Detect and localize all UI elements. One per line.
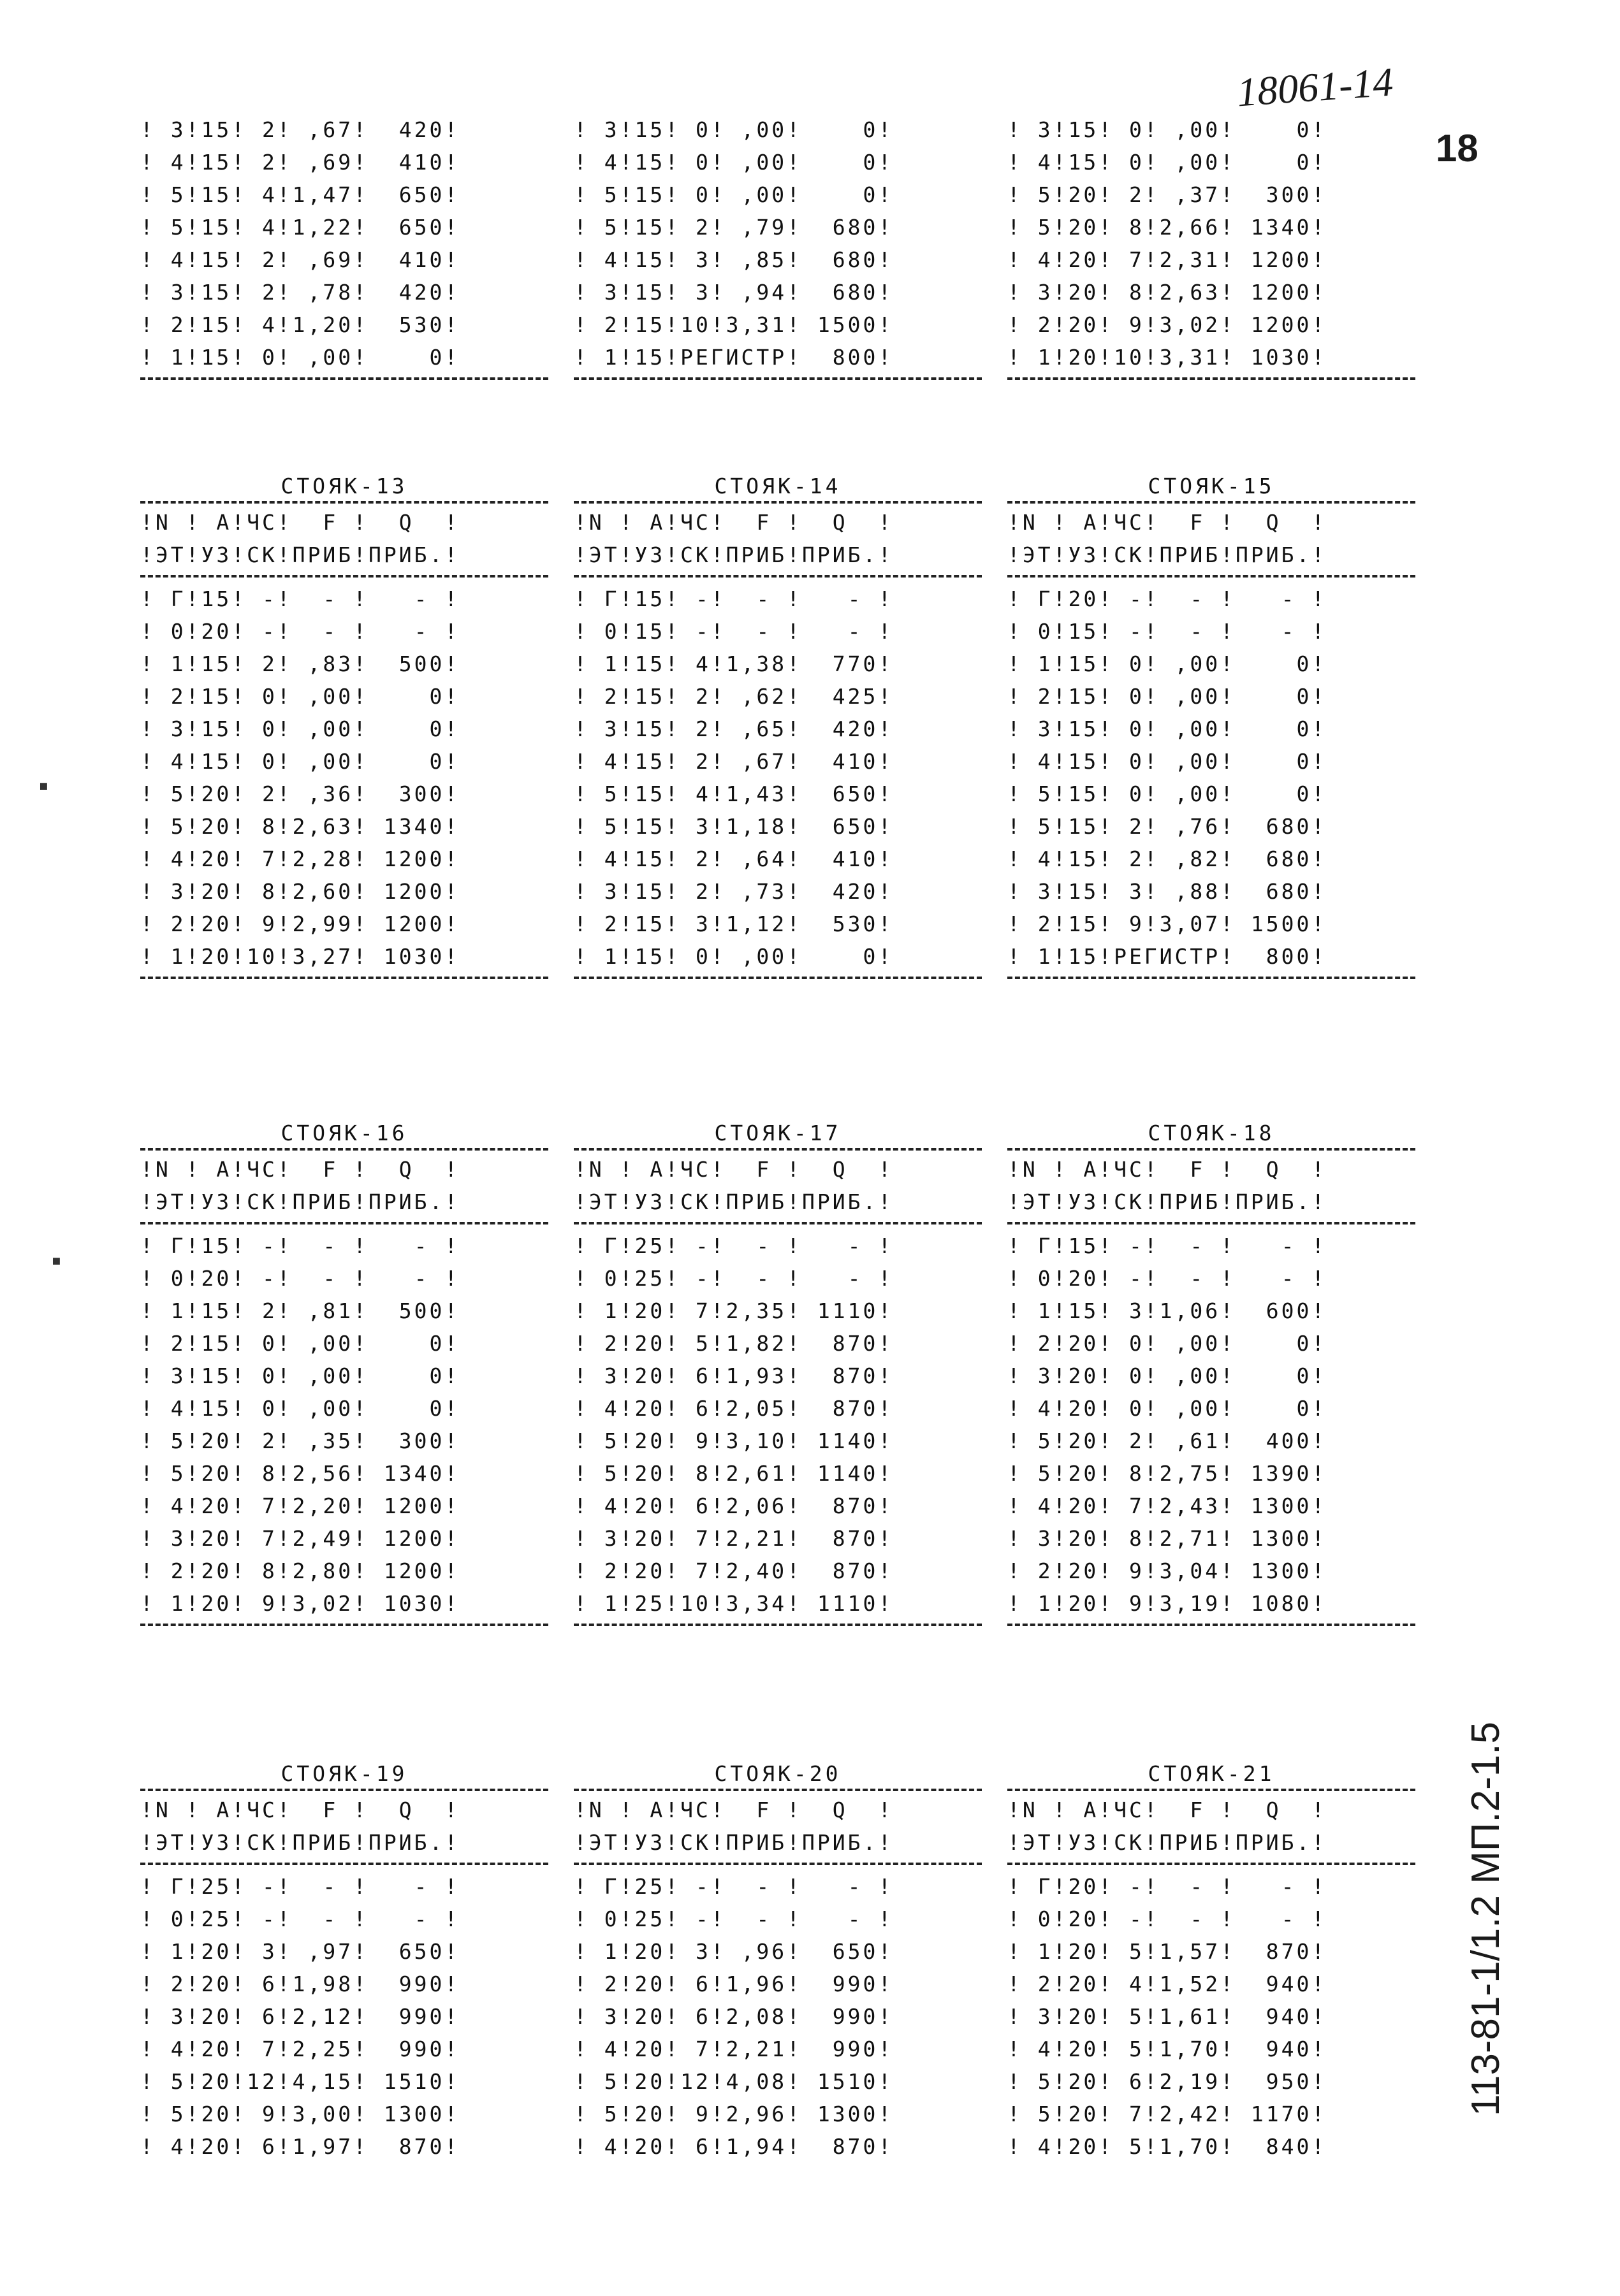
table-rule	[1007, 377, 1415, 380]
table-header: !N ! А!ЧС! F ! Q ! !ЭТ!УЗ!СК!ПРИБ!ПРИБ.!	[1007, 1798, 1327, 1855]
table-rows: ! Г!25! -! - ! - ! ! 0!25! -! - ! - ! ! 1!20! 3! ,96! 650! ! 2!20! 6!1,96! 990! ! 3!20! 6!2,08! 990! ! 4!20! 7!2,21! 990! ! 5!20!12!4,08! 1510! ! 5!20! 9!2,96! 1300! ! 4!20! 6!1,94! 870!	[574, 1874, 894, 2159]
table-rule	[1007, 1624, 1415, 1626]
table-rule	[1007, 977, 1415, 979]
table-rows: ! 3!15! 0! ,00! 0! ! 4!15! 0! ,00! 0! ! 5!20! 2! ,37! 300! ! 5!20! 8!2,66! 1340! ! 4!20! 7!2,31! 1200! ! 3!20! 8!2,63! 1200! ! 2!20! 9!3,02! 1200! ! 1!20!10!3,31! 1030!	[1007, 117, 1327, 370]
table-header: !N ! А!ЧС! F ! Q ! !ЭТ!УЗ!СК!ПРИБ!ПРИБ.!	[140, 510, 460, 567]
fragment-column	[574, 108, 982, 380]
fragment-column	[140, 108, 548, 380]
table-stoyak-16	[140, 1119, 548, 1626]
table-stoyak-13	[140, 472, 548, 979]
table-header: !N ! А!ЧС! F ! Q ! !ЭТ!УЗ!СК!ПРИБ!ПРИБ.!	[1007, 510, 1327, 567]
table-rows: ! Г!25! -! - ! - ! ! 0!25! -! - ! - ! ! 1!20! 3! ,97! 650! ! 2!20! 6!1,98! 990! ! 3!20! 6!2,12! 990! ! 4!20! 7!2,25! 990! ! 5!20!12!4,15! 1510! ! 5!20! 9!3,00! 1300! ! 4!20! 6!1,97! 870!	[140, 1874, 460, 2159]
table-stoyak-17	[574, 1119, 982, 1626]
fragment-column	[1007, 108, 1415, 380]
table-rule	[140, 977, 548, 979]
document-id: 18061-14	[1235, 59, 1395, 115]
table-stoyak-18	[1007, 1119, 1415, 1626]
margin-mark: ▪	[51, 1249, 62, 1270]
table-rule	[574, 377, 982, 380]
table-header: !N ! А!ЧС! F ! Q ! !ЭТ!УЗ!СК!ПРИБ!ПРИБ.!	[140, 1798, 460, 1855]
table-rows: ! Г!20! -! - ! - ! ! 0!20! -! - ! - ! ! 1!20! 5!1,57! 870! ! 2!20! 4!1,52! 940! ! 3!20! 5!1,61! 940! ! 4!20! 5!1,70! 940! ! 5!20! 6!2,19! 950! ! 5!20! 7!2,42! 1170! ! 4!20! 5!1,70! 840!	[1007, 1874, 1327, 2159]
table-title: СТОЯК-21	[1148, 1761, 1275, 1786]
table-stoyak-21	[1007, 1759, 1415, 2167]
table-rows: ! Г!15! -! - ! - ! ! 0!20! -! - ! - ! ! 1!15! 3!1,06! 600! ! 2!20! 0! ,00! 0! ! 3!20! 0! ,00! 0! ! 4!20! 0! ,00! 0! ! 5!20! 2! ,61! 400! ! 5!20! 8!2,75! 1390! ! 4!20! 7!2,43! 1300! ! 3!20! 8!2,71! 1300! ! 2!20! 9!3,04! 1300! ! 1!20! 9!3,19! 1080!	[1007, 1233, 1327, 1616]
table-title: СТОЯК-17	[714, 1121, 842, 1145]
table-stoyak-19	[140, 1759, 548, 2167]
table-title: СТОЯК-15	[1148, 474, 1275, 498]
table-rows: ! Г!15! -! - ! - ! ! 0!15! -! - ! - ! ! 1!15! 4!1,38! 770! ! 2!15! 2! ,62! 425! ! 3!15! 2! ,65! 420! ! 4!15! 2! ,67! 410! ! 5!15! 4!1,43! 650! ! 5!15! 3!1,18! 650! ! 4!15! 2! ,64! 410! ! 3!15! 2! ,73! 420! ! 2!15! 3!1,12! 530! ! 1!15! 0! ,00! 0!	[574, 586, 894, 969]
table-title: СТОЯК-20	[714, 1761, 842, 1786]
table-rows: ! Г!15! -! - ! - ! ! 0!20! -! - ! - ! ! 1!15! 2! ,81! 500! ! 2!15! 0! ,00! 0! ! 3!15! 0! ,00! 0! ! 4!15! 0! ,00! 0! ! 5!20! 2! ,35! 300! ! 5!20! 8!2,56! 1340! ! 4!20! 7!2,20! 1200! ! 3!20! 7!2,49! 1200! ! 2!20! 8!2,80! 1200! ! 1!20! 9!3,02! 1030!	[140, 1233, 460, 1616]
page-number: 18	[1436, 127, 1478, 170]
table-header: !N ! А!ЧС! F ! Q ! !ЭТ!УЗ!СК!ПРИБ!ПРИБ.!	[140, 1157, 460, 1214]
table-title: СТОЯК-16	[281, 1121, 408, 1145]
side-document-code: 113-81-1/1.2 МП.2-1.5	[1464, 1722, 1508, 2116]
table-header: !N ! А!ЧС! F ! Q ! !ЭТ!УЗ!СК!ПРИБ!ПРИБ.!	[1007, 1157, 1327, 1214]
table-rule	[140, 377, 548, 380]
table-header: !N ! А!ЧС! F ! Q ! !ЭТ!УЗ!СК!ПРИБ!ПРИБ.!	[574, 510, 894, 567]
printout-sheet	[140, 0, 1415, 2296]
table-rows: ! Г!25! -! - ! - ! ! 0!25! -! - ! - ! ! 1!20! 7!2,35! 1110! ! 2!20! 5!1,82! 870! ! 3!20! 6!1,93! 870! ! 4!20! 6!2,05! 870! ! 5!20! 9!3,10! 1140! ! 5!20! 8!2,61! 1140! ! 4!20! 6!2,06! 870! ! 3!20! 7!2,21! 870! ! 2!20! 7!2,40! 870! ! 1!25!10!3,34! 1110!	[574, 1233, 894, 1616]
table-stoyak-14	[574, 472, 982, 979]
table-stoyak-20	[574, 1759, 982, 2167]
table-header: !N ! А!ЧС! F ! Q ! !ЭТ!УЗ!СК!ПРИБ!ПРИБ.!	[574, 1798, 894, 1855]
table-stoyak-15	[1007, 472, 1415, 979]
table-rows: ! Г!15! -! - ! - ! ! 0!20! -! - ! - ! ! 1!15! 2! ,83! 500! ! 2!15! 0! ,00! 0! ! 3!15! 0! ,00! 0! ! 4!15! 0! ,00! 0! ! 5!20! 2! ,36! 300! ! 5!20! 8!2,63! 1340! ! 4!20! 7!2,28! 1200! ! 3!20! 8!2,60! 1200! ! 2!20! 9!2,99! 1200! ! 1!20!10!3,27! 1030!	[140, 586, 460, 969]
table-title: СТОЯК-14	[714, 474, 842, 498]
table-rows: ! 3!15! 2! ,67! 420! ! 4!15! 2! ,69! 410! ! 5!15! 4!1,47! 650! ! 5!15! 4!1,22! 650! ! 4!15! 2! ,69! 410! ! 3!15! 2! ,78! 420! ! 2!15! 4!1,20! 530! ! 1!15! 0! ,00! 0!	[140, 117, 460, 370]
table-rule	[574, 1624, 982, 1626]
table-title: СТОЯК-18	[1148, 1121, 1275, 1145]
table-title: СТОЯК-19	[281, 1761, 408, 1786]
table-rule	[140, 1624, 548, 1626]
table-rows: ! 3!15! 0! ,00! 0! ! 4!15! 0! ,00! 0! ! 5!15! 0! ,00! 0! ! 5!15! 2! ,79! 680! ! 4!15! 3! ,85! 680! ! 3!15! 3! ,94! 680! ! 2!15!10!3,31! 1500! ! 1!15!РЕГИСТР! 800!	[574, 117, 894, 370]
table-rule	[574, 977, 982, 979]
table-header: !N ! А!ЧС! F ! Q ! !ЭТ!УЗ!СК!ПРИБ!ПРИБ.!	[574, 1157, 894, 1214]
table-rows: ! Г!20! -! - ! - ! ! 0!15! -! - ! - ! ! 1!15! 0! ,00! 0! ! 2!15! 0! ,00! 0! ! 3!15! 0! ,00! 0! ! 4!15! 0! ,00! 0! ! 5!15! 0! ,00! 0! ! 5!15! 2! ,76! 680! ! 4!15! 2! ,82! 680! ! 3!15! 3! ,88! 680! ! 2!15! 9!3,07! 1500! ! 1!15!РЕГИСТР! 800!	[1007, 586, 1327, 969]
margin-mark: ▪	[38, 774, 49, 796]
table-title: СТОЯК-13	[281, 474, 408, 498]
